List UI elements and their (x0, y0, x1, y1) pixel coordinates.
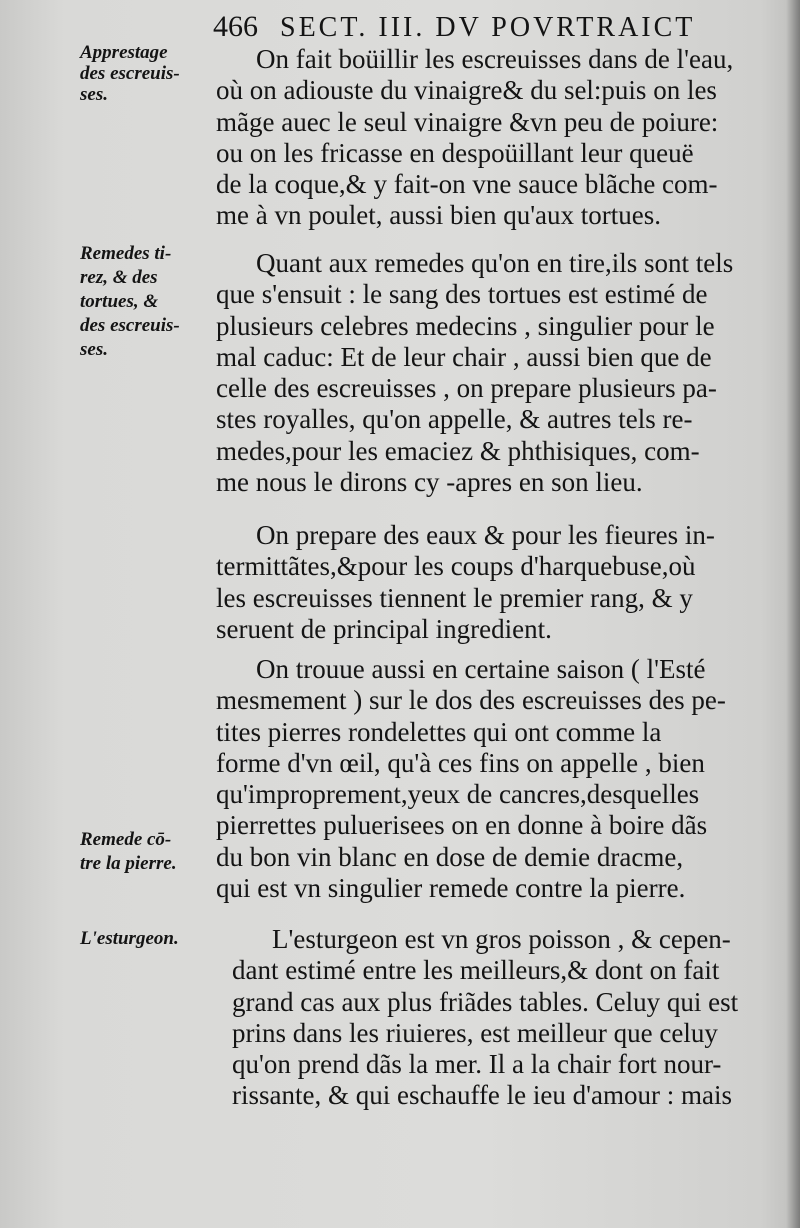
text-line: dant estimé entre les meilleurs,& dont on fait (232, 955, 720, 986)
text-line: me à vn poulet, aussi bien qu'aux tortues. (216, 200, 662, 231)
margin-note-esturgeon (80, 928, 220, 949)
text-line: seruent de principal ingredient. (216, 613, 552, 644)
running-title: SECT. III. DV POVRTRAICT (280, 12, 696, 43)
text-line: où on adiouste du vinaigre& du sel:puis on les (216, 75, 717, 106)
text-line: de la coque,& y fait-on vne sauce blãche com- (216, 169, 718, 200)
text-line: termittãtes,&pour les coups d'harquebuse,où (216, 551, 696, 582)
text-line: qui est vn singulier remede contre la pierre. (216, 873, 686, 904)
text-line: mãge auec le seul vinaigre &vn peu de poiure: (216, 106, 719, 137)
text-line: forme d'vn œil, qu'à ces fins on appelle , bien (216, 747, 705, 778)
text-line: grand cas aux plus friãdes tables. Celuy qui est (232, 986, 739, 1017)
text-line: prins dans les riuieres, est meilleur que celuy (232, 1017, 718, 1048)
margin-note-apprestage (80, 42, 220, 105)
text-line: ou on les fricasse en despoüillant leur queuë (216, 137, 694, 168)
text-line: me nous le dirons cy -apres en son lieu. (216, 467, 643, 498)
margin-note-line: ses. (80, 339, 108, 360)
text-line: celle des escreuisses , on prepare plusieurs pa- (216, 373, 717, 404)
text-line: les escreuisses tiennent le premier rang, & y (216, 582, 693, 613)
margin-note-line: Apprestage (80, 42, 168, 63)
text-line: On fait boüillir les escreuisses dans de l'eau, (256, 44, 734, 74)
text-line: qu'improprement,yeux de cancres,desquelles (216, 779, 700, 810)
paragraph-5 (232, 924, 792, 1112)
paragraph-1 (216, 44, 786, 232)
text-line: plusieurs celebres medecins , singulier pour le (216, 310, 715, 341)
text-line: que s'ensuit : le sang des tortues est estimé de (216, 279, 708, 310)
text-line: rissante, & qui eschauffe le ieu d'amour : mais (232, 1080, 732, 1111)
text-line: qu'on prend dãs la mer. Il a la chair fort nour- (232, 1049, 722, 1080)
text-line: medes,pour les emaciez & phthisiques, com- (216, 435, 700, 466)
text-line: pierrettes puluerisees on en donne à boire dãs (216, 810, 708, 841)
margin-note-line: des escreuis- (80, 63, 180, 84)
paragraph-4 (216, 654, 786, 904)
margin-note-line: Remede cō- (80, 829, 172, 850)
paragraph-3 (216, 520, 786, 645)
margin-note-line: rez, & des (80, 267, 158, 288)
margin-note-line: L'esturgeon. (80, 928, 179, 949)
text-line: L'esturgeon est vn gros poisson , & cepen- (272, 924, 731, 954)
margin-note-line: tortues, & (80, 291, 159, 312)
margin-note-pierre (80, 828, 220, 876)
text-line: Quant aux remedes qu'on en tire,ils sont tels (256, 248, 734, 278)
page-number: 466 (213, 10, 258, 43)
paragraph-2 (216, 248, 786, 498)
text-line: On trouue aussi en certaine saison ( l'Esté (256, 654, 706, 684)
text-line: du bon vin blanc en dose de demie dracme, (216, 841, 684, 872)
text-line: stes royalles, qu'on appelle, & autres tels re- (216, 404, 693, 435)
margin-note-line: des escreuis- (80, 315, 180, 336)
text-line: mal caduc: Et de leur chair , aussi bien que de (216, 341, 712, 372)
margin-note-line: tre la pierre. (80, 853, 177, 874)
margin-note-line: ses. (80, 84, 108, 105)
text-line: tites pierres rondelettes qui ont comme la (216, 716, 662, 747)
text-line: mesmement ) sur le dos des escreuisses des pe- (216, 685, 726, 716)
text-line: On prepare des eaux & pour les fieures in- (256, 520, 715, 550)
page-gutter-shadow (786, 0, 800, 1228)
margin-note-remedes (80, 242, 220, 362)
margin-note-line: Remedes ti- (80, 243, 172, 264)
